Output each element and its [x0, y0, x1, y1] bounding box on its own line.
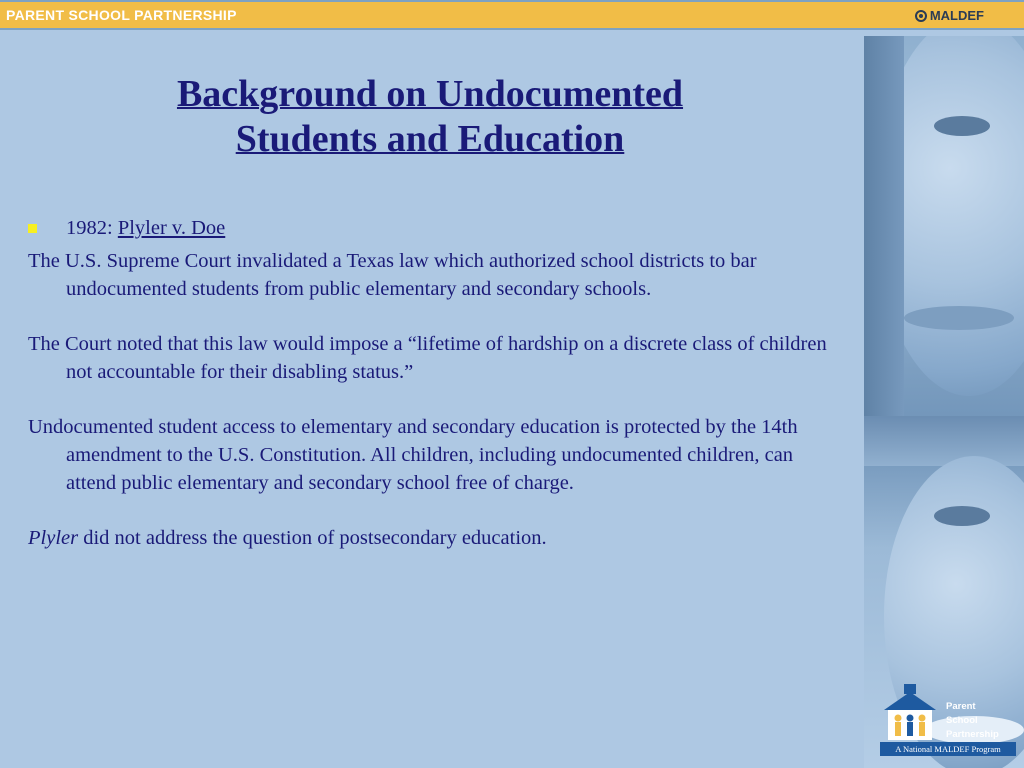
paragraph-ruling: The U.S. Supreme Court invalidated a Texas law which authorized school districts to bar undocumented students from public elementary and secondary schools.: [28, 250, 757, 300]
postsecondary-text: did not address the question of postsecondary education.: [78, 527, 547, 549]
paragraph-postsecondary: [28, 524, 848, 552]
logo-line-school: School: [946, 715, 978, 726]
bullet-prefix: 1982:: [66, 217, 118, 239]
header-bar: [0, 0, 1024, 30]
title-line-1: Background on Undocumented: [176, 73, 684, 115]
schoolhouse-icon: [880, 684, 940, 740]
photo-panel: [864, 36, 1024, 768]
bullet-square-icon: [28, 224, 37, 233]
paragraph-court-quote: The Court noted that this law would impose a “lifetime of hardship on a discrete class of children not accountable for their disabling status.”: [28, 333, 827, 383]
slide-title: [40, 72, 820, 162]
title-line-2: Students and Education: [235, 118, 625, 160]
logo-line-partnership: Partnership: [946, 729, 999, 740]
maldef-label: MALDEF: [929, 8, 984, 23]
paragraph-14th-amendment: Undocumented student access to elementary and secondary education is protected by the 14th amendment to the U.S. Constitution. All children, including undocumented children, can attend public elementary and secondary school free of charge.: [28, 416, 798, 494]
case-name-link[interactable]: Plyler v. Doe: [117, 217, 226, 239]
bullet-item-case: [28, 214, 848, 242]
parent-school-partnership-logo: [876, 680, 1022, 760]
brand-parent-school-partnership: PARENT SCHOOL PARTNERSHIP: [6, 7, 237, 23]
maldef-logo-icon: [915, 10, 927, 22]
slide-body: [28, 214, 848, 579]
brand-maldef: [915, 8, 984, 23]
logo-tagline: A National MALDEF Program: [880, 742, 1016, 756]
plyler-italic: Plyler: [28, 527, 79, 549]
logo-line-parent: Parent: [946, 701, 976, 712]
